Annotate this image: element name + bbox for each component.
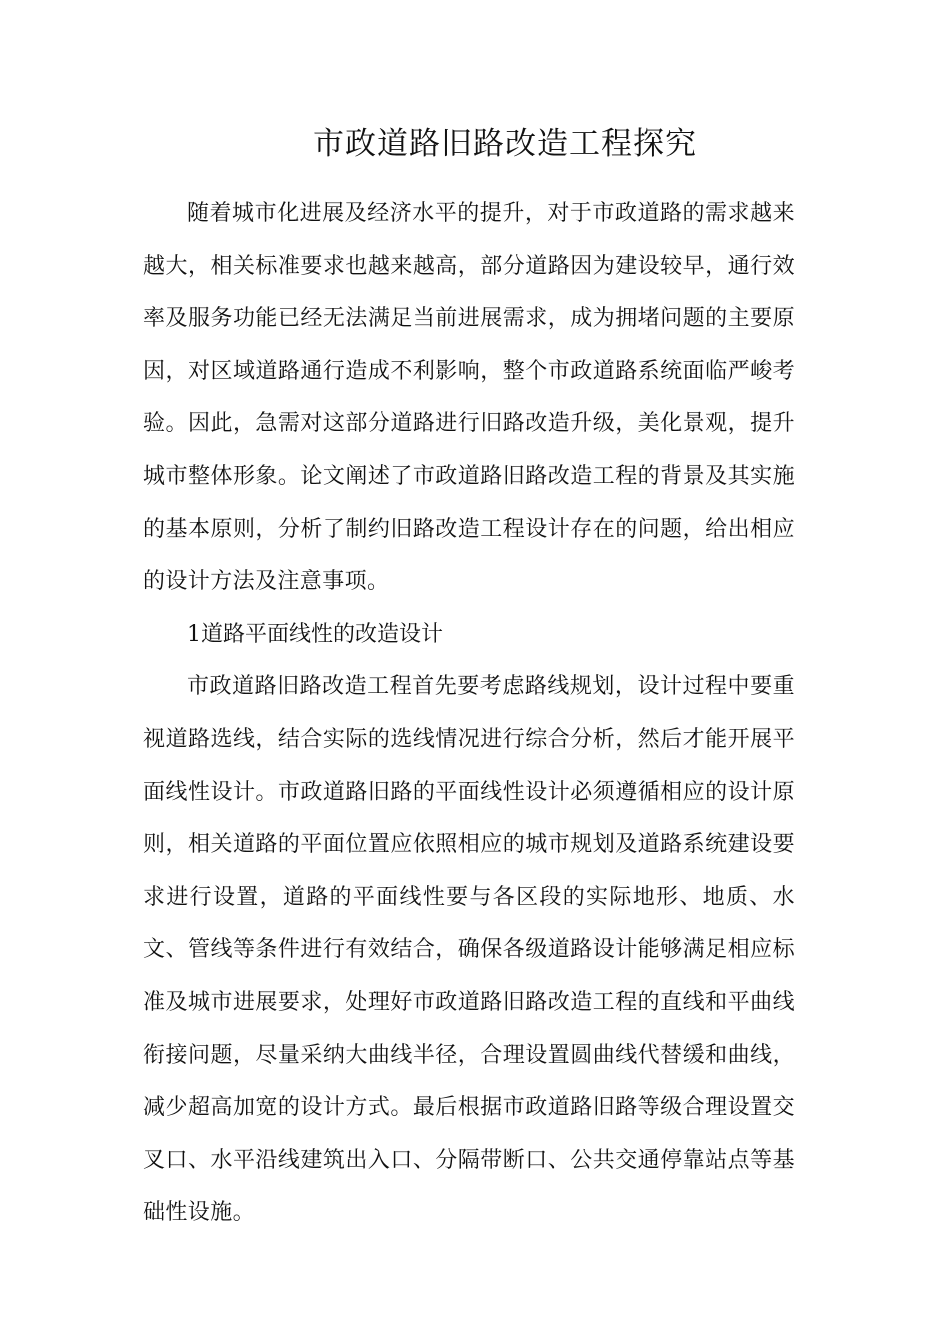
document-body — [143, 188, 795, 1240]
document-title-wrapper — [0, 120, 950, 168]
intro-paragraph: 随着城市化进展及经济水平的提升，对于市政道路的需求越来越大，相关标准要求也越来越高，部分道路因为建设较早，通行效率及服务功能已经无法满足当前进展需求，成为拥堵问题的主要原因，对区域道路通行造成不利影响，整个市政道路系统面临严峻考验。因此，急需对这部分道路进行旧路改造升级，美化景观，提升城市整体形象。论文阐述了市政道路旧路改造工程的背景及其实施的基本原则，分析了制约旧路改造工程设计存在的问题，给出相应的设计方法及注意事项。 — [143, 201, 795, 595]
section-1-paragraph: 市政道路旧路改造工程首先要考虑路线规划，设计过程中要重视道路选线，结合实际的选线情况进行综合分析，然后才能开展平面线性设计。市政道路旧路的平面线性设计必须遵循相应的设计原则，相关道路的平面位置应依照相应的城市规划及道路系统建设要求进行设置，道路的平面线性要与各区段的实际地形、地质、水文、管线等条件进行有效结合，确保各级道路设计能够满足相应标准及城市进展要求，处理好市政道路旧路改造工程的直线和平曲线衔接问题，尽量采纳大曲线半径，合理设置圆曲线代替缓和曲线，减少超高加宽的设计方式。最后根据市政道路旧路等级合理设置交叉口、水平沿线建筑出入口、分隔带断口、公共交通停靠站点等基础性设施。 — [143, 674, 795, 1226]
section-1-heading: 1道路平面线性的改造设计 — [187, 621, 443, 647]
document-title: 市政道路旧路改造工程探究 — [313, 126, 697, 162]
